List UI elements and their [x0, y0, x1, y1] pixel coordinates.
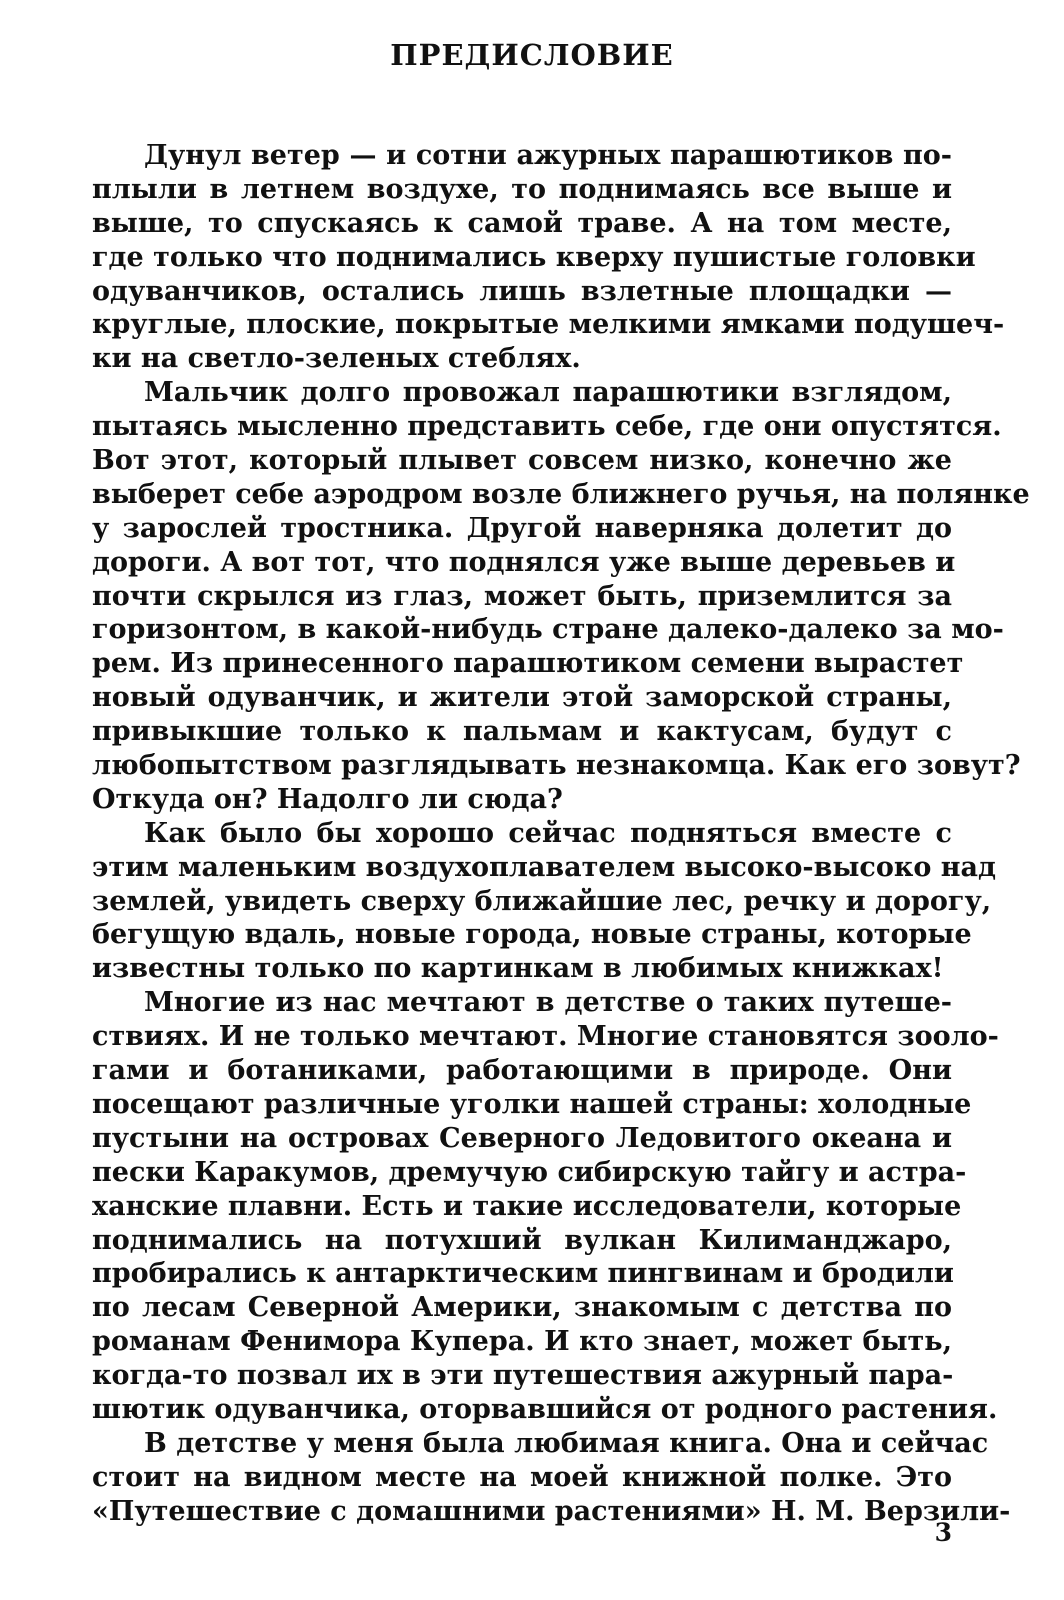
text-line: поднимались на потухший вулкан Килиманджаро,: [92, 1224, 952, 1256]
text-line: плыли в летнем воздухе, то поднимаясь все выше и: [92, 173, 952, 205]
paragraph: [92, 1427, 1011, 1529]
text-line: бегущую вдаль, новые города, новые страны, которые: [92, 919, 972, 951]
text-line: рем. Из принесенного парашютиком семени вырастет: [92, 648, 964, 680]
text-line: посещают различные уголки нашей страны: холодные: [92, 1088, 972, 1120]
text-line: Как было бы хорошо сейчас подняться вместе с: [144, 817, 952, 849]
text-line: Дунул ветер — и сотни ажурных парашютиков по-: [144, 140, 952, 171]
text-line: Откуда он? Надолго ли сюда?: [92, 783, 563, 815]
page-number: 3: [934, 1518, 952, 1547]
text-line: шютик одуванчика, оторвавшийся от родного растения.: [92, 1393, 998, 1425]
text-line: пески Каракумов, дремучую сибирскую тайгу и астра-: [92, 1156, 967, 1188]
text-line: выше, то спускаясь к самой траве. А на том месте,: [92, 207, 952, 239]
text-line: привыкшие только к пальмам и кактусам, будут с: [92, 716, 952, 748]
text-line: землей, увидеть сверху ближайшие лес, речку и дорогу,: [92, 885, 992, 917]
text-line: пытаясь мысленно представить себе, где они опустятся.: [92, 411, 1002, 443]
text-line: «Путешествие с домашними растениями» Н. М. Верзили-: [92, 1495, 1011, 1527]
text-line: пробирались к антарктическим пингвинам и бродили: [92, 1258, 954, 1290]
text-line: новый одуванчик, и жители этой заморской страны,: [92, 682, 952, 714]
text-line: гами и ботаниками, работающими в природе. Они: [92, 1055, 952, 1087]
text-line: любопытством разглядывать незнакомца. Как его зовут?: [92, 750, 1021, 782]
text-line: выберет себе аэродром возле ближнего ручья, на полянке: [92, 478, 1030, 510]
text-line: В детстве у меня была любимая книга. Она и сейчас: [144, 1427, 989, 1459]
text-line: почти скрылся из глаз, может быть, приземлится за: [92, 580, 952, 612]
text-line: ханские плавни. Есть и такие исследователи, которые: [92, 1190, 962, 1222]
paragraph: [92, 376, 1030, 817]
text-line: Многие из нас мечтают в детстве о таких путеше-: [144, 987, 952, 1019]
chapter-title: ПРЕДИСЛОВИЕ: [390, 38, 674, 72]
text-line: горизонтом, в какой-нибудь стране далеко-далеко за мо-: [92, 614, 1004, 646]
paragraph: [92, 986, 999, 1427]
text-line: ствиях. И не только мечтают. Многие становятся зооло-: [92, 1021, 999, 1053]
text-line: Мальчик долго провожал парашютики взглядом,: [144, 377, 952, 409]
text-line: известны только по картинкам в любимых книжках!: [92, 953, 944, 985]
text-line: этим маленьким воздухоплавателем высоко-высоко над: [92, 851, 997, 883]
text-line: романам Фенимора Купера. И кто знает, может быть,: [92, 1326, 952, 1358]
paragraph: [92, 817, 997, 986]
text-line: когда-то позвал их в эти путешествия ажурный пара-: [92, 1360, 954, 1392]
text-line: у зарослей тростника. Другой наверняка долетит до: [92, 512, 952, 544]
text-line: ки на светло-зеленых стеблях.: [92, 343, 581, 375]
body-text: [92, 139, 1030, 1529]
text-line: стоит на видном месте на моей книжной полке. Это: [92, 1461, 952, 1493]
text-line: по лесам Северной Америки, знакомым с детства по: [92, 1292, 952, 1324]
text-line: одуванчиков, остались лишь взлетные площадки —: [92, 275, 952, 307]
text-line: круглые, плоские, покрытые мелкими ямками подушеч-: [92, 309, 1005, 341]
text-line: где только что поднимались кверху пушистые головки: [92, 241, 976, 273]
paragraph: [92, 139, 1005, 376]
text-line: дороги. А вот тот, что поднялся уже выше деревьев и: [92, 546, 956, 578]
text-line: Вот этот, который плывет совсем низко, конечно же: [92, 445, 952, 477]
text-line: пустыни на островах Северного Ледовитого океана и: [92, 1122, 952, 1154]
